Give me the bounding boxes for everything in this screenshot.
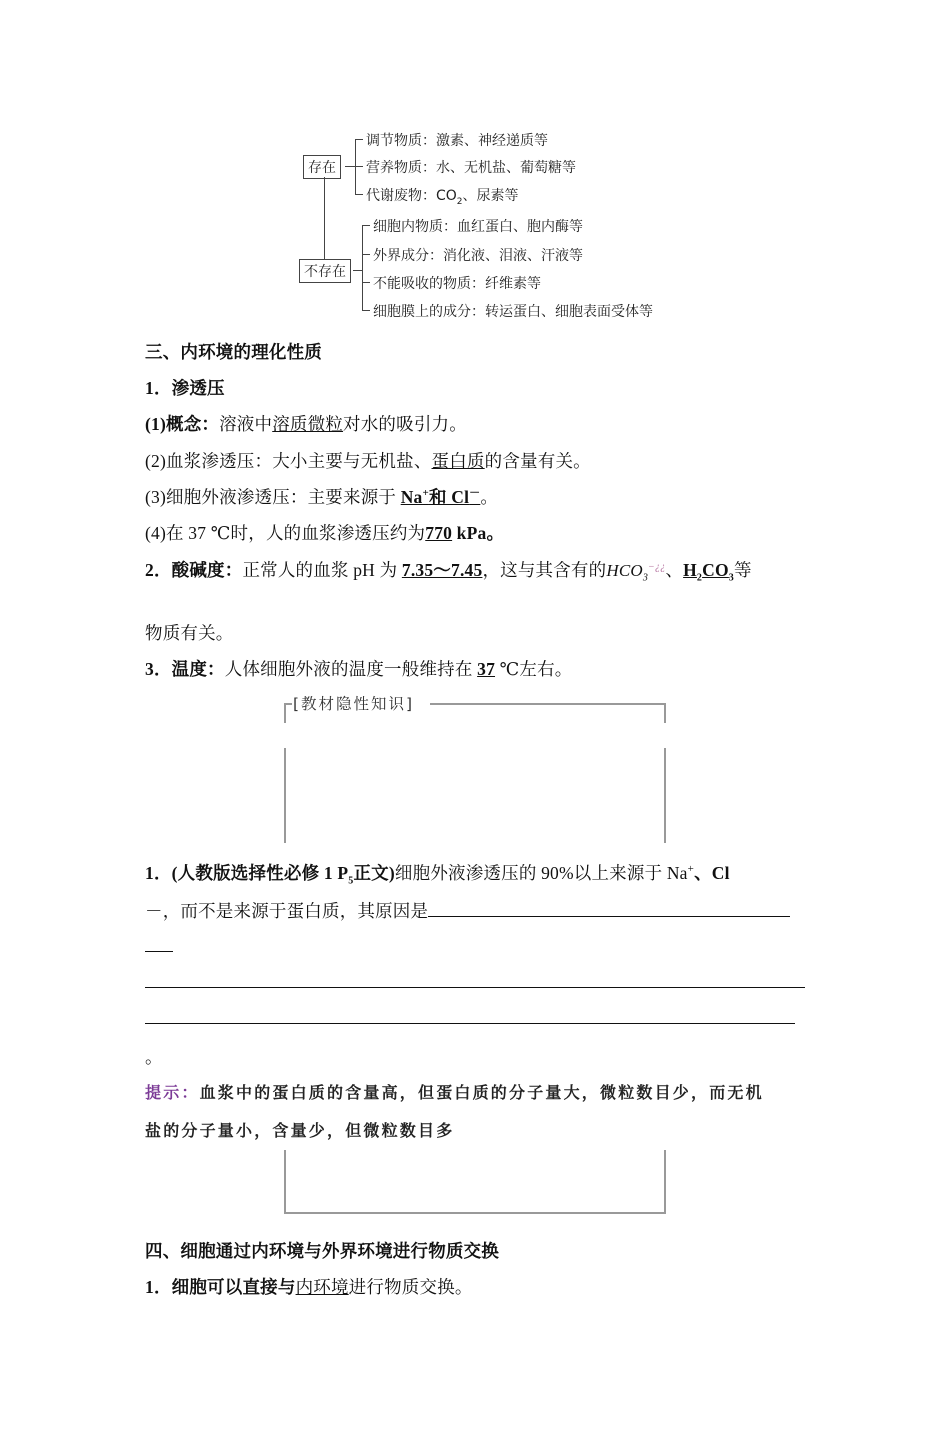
answer-blank-3[interactable] bbox=[145, 987, 805, 988]
exist-item-1: 调节物质：激素、神经递质等 bbox=[366, 133, 548, 149]
answer-blank-1[interactable] bbox=[428, 898, 790, 917]
ph-line-cont: 物质有关。 bbox=[145, 623, 234, 643]
extracellular-osmotic: (3)细胞外液渗透压：主要来源于 Na+和 Cl－。 bbox=[145, 487, 499, 507]
question-line-1: 1．(人教版选择性必修 1 $P_5$正文)细胞外液渗透压的 90%以上来源于 Na+、Cl bbox=[145, 863, 730, 887]
section4-title: 四、细胞通过内环境与外界环境进行物质交换 bbox=[145, 1241, 499, 1261]
hint-label: 提示： bbox=[145, 1083, 200, 1102]
osmotic-concept: (1)概念：溶液中溶质微粒对水的吸引力。 bbox=[145, 414, 467, 434]
hint-line-2: 盐的分子量小，含量少，但微粒数目多 bbox=[145, 1121, 455, 1140]
nonexist-item-3: 不能吸收的物质：纤维素等 bbox=[373, 276, 541, 292]
osmotic-pressure-value: (4)在 37 ℃时，人的血浆渗透压约为770 kPa。 bbox=[145, 523, 505, 543]
nonexist-item-1: 细胞内物质：血红蛋白、胞内酶等 bbox=[373, 219, 583, 235]
item1-title: 1．渗透压 bbox=[145, 378, 225, 398]
section4-item1: 1．细胞可以直接与内环境进行物质交换。 bbox=[145, 1277, 473, 1297]
plasma-osmotic: (2)血浆渗透压：大小主要与无机盐、蛋白质的含量有关。 bbox=[145, 451, 591, 471]
answer-blank-4[interactable] bbox=[145, 1023, 795, 1024]
nonexist-item-4: 细胞膜上的成分：转运蛋白、细胞表面受体等 bbox=[373, 304, 653, 320]
hint-line-1: 提示：血浆中的蛋白质的含量高，但蛋白质的分子量大，微粒数目少，而无机 bbox=[145, 1083, 764, 1102]
exist-item-2: 营养物质：水、无机盐、葡萄糖等 bbox=[366, 160, 576, 176]
exist-box: 存在 bbox=[303, 155, 341, 179]
nonexist-item-2: 外界成分：消化液、泪液、汗液等 bbox=[373, 248, 583, 264]
question-end: 。 bbox=[145, 1047, 163, 1067]
hidden-knowledge-label: [教材隐性知识] bbox=[293, 695, 415, 713]
answer-blank-2[interactable] bbox=[145, 951, 173, 952]
ph-line: 2．酸碱度：正常人的血浆 pH 为 7.35～7.45，这与其含有的$HCO_3^{-¿¿}$、$H_2CO_3$等 bbox=[145, 560, 752, 584]
question-line-2: －，而不是来源于蛋白质，其原因是 bbox=[145, 898, 790, 923]
section3-title: 三、内环境的理化性质 bbox=[145, 342, 322, 362]
nonexist-box: 不存在 bbox=[299, 259, 351, 283]
temperature-line: 3．温度：人体细胞外液的温度一般维持在 37 ℃左右。 bbox=[145, 659, 573, 679]
exist-item-3: 代谢废物：$CO_2$、尿素等 bbox=[366, 188, 519, 207]
